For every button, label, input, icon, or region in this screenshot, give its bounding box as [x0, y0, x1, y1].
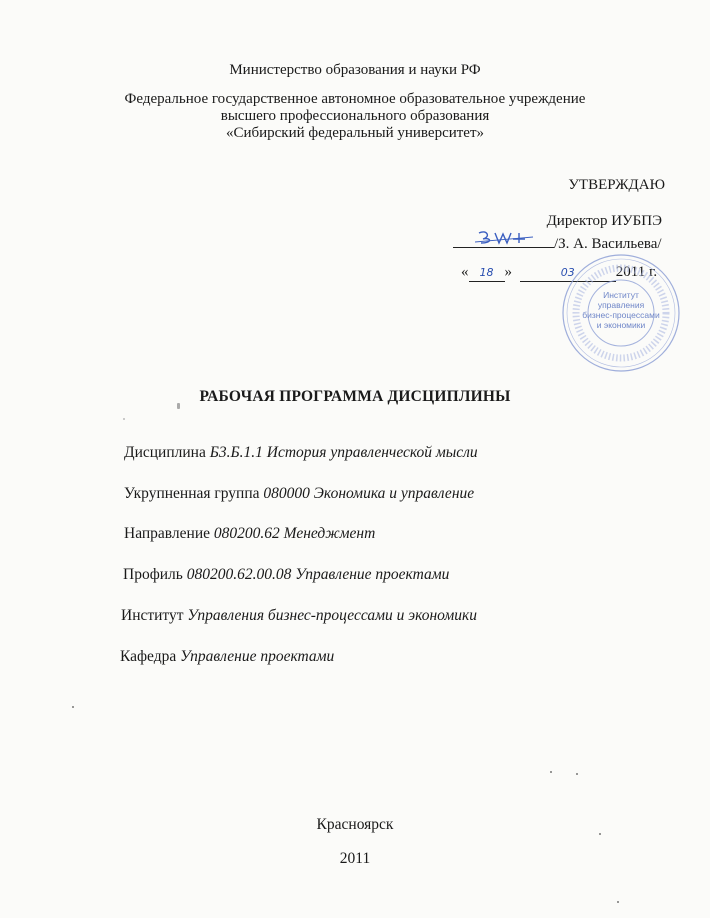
official-seal: [560, 253, 682, 373]
direction-value: 080200.62 Менеджмент: [213, 525, 376, 542]
profile-label: Профиль: [123, 566, 187, 583]
direction-field: [124, 525, 375, 543]
institute-field: [121, 607, 477, 625]
footer-year: 2011: [339, 850, 371, 867]
department-label: Кафедра: [120, 648, 181, 665]
scan-speck: [123, 418, 125, 420]
signature-mark: [475, 227, 535, 247]
discipline-value: Б3.Б.1.1 История управленческой мысли: [209, 444, 478, 461]
seal-line-4: и экономики: [596, 320, 646, 330]
date-day: 18: [479, 266, 494, 279]
scan-speck: [599, 833, 601, 835]
institute-label: Институт: [121, 607, 188, 624]
document-title: РАБОЧАЯ ПРОГРАММА ДИСЦИПЛИНЫ: [199, 388, 511, 405]
scan-speck: [72, 706, 74, 708]
signature-row: [453, 231, 662, 253]
profile-field: [123, 566, 449, 584]
group-value: 080000 Экономика и управление: [263, 485, 475, 502]
ministry-line: Министерство образования и науки РФ: [229, 62, 481, 78]
education-level-line: высшего профессионального образования: [220, 108, 490, 124]
approver-position: Директор ИУБПЭ: [546, 213, 662, 229]
date-month: 03: [560, 266, 575, 279]
city: Красноярск: [316, 816, 394, 833]
signature-line: [453, 231, 554, 248]
group-label: Укрупненная группа: [124, 485, 264, 502]
seal-line-3: бизнес-процессами: [582, 310, 660, 320]
approval-title: УТВЕРЖДАЮ: [568, 177, 665, 193]
scan-speck: [550, 771, 552, 773]
scan-speck: [177, 403, 180, 409]
discipline-label: Дисциплина: [124, 444, 210, 461]
date-year: 2011 г.: [615, 264, 658, 280]
direction-label: Направление: [124, 525, 214, 542]
seal-line-1: Институт: [603, 290, 639, 300]
department-value: Управление проектами: [180, 648, 335, 665]
date-day-field: [469, 264, 505, 282]
department-field: [120, 648, 334, 666]
scan-speck: [617, 901, 619, 903]
date-close-quote: »: [504, 264, 512, 280]
seal-line-2: управления: [597, 300, 645, 310]
scan-speck: [576, 773, 578, 775]
discipline-field: [124, 444, 478, 462]
university-name-line: «Сибирский федеральный университет»: [225, 125, 485, 141]
approver-name: /З. А. Васильева/: [554, 236, 662, 252]
date-open-quote: «: [461, 264, 469, 280]
group-field: [124, 485, 474, 503]
university-type-line: Федеральное государственное автономное образовательное учреждение: [124, 91, 586, 107]
profile-value: 080200.62.00.08 Управление проектами: [186, 566, 450, 583]
institute-value: Управления бизнес-процессами и экономики: [187, 607, 477, 624]
